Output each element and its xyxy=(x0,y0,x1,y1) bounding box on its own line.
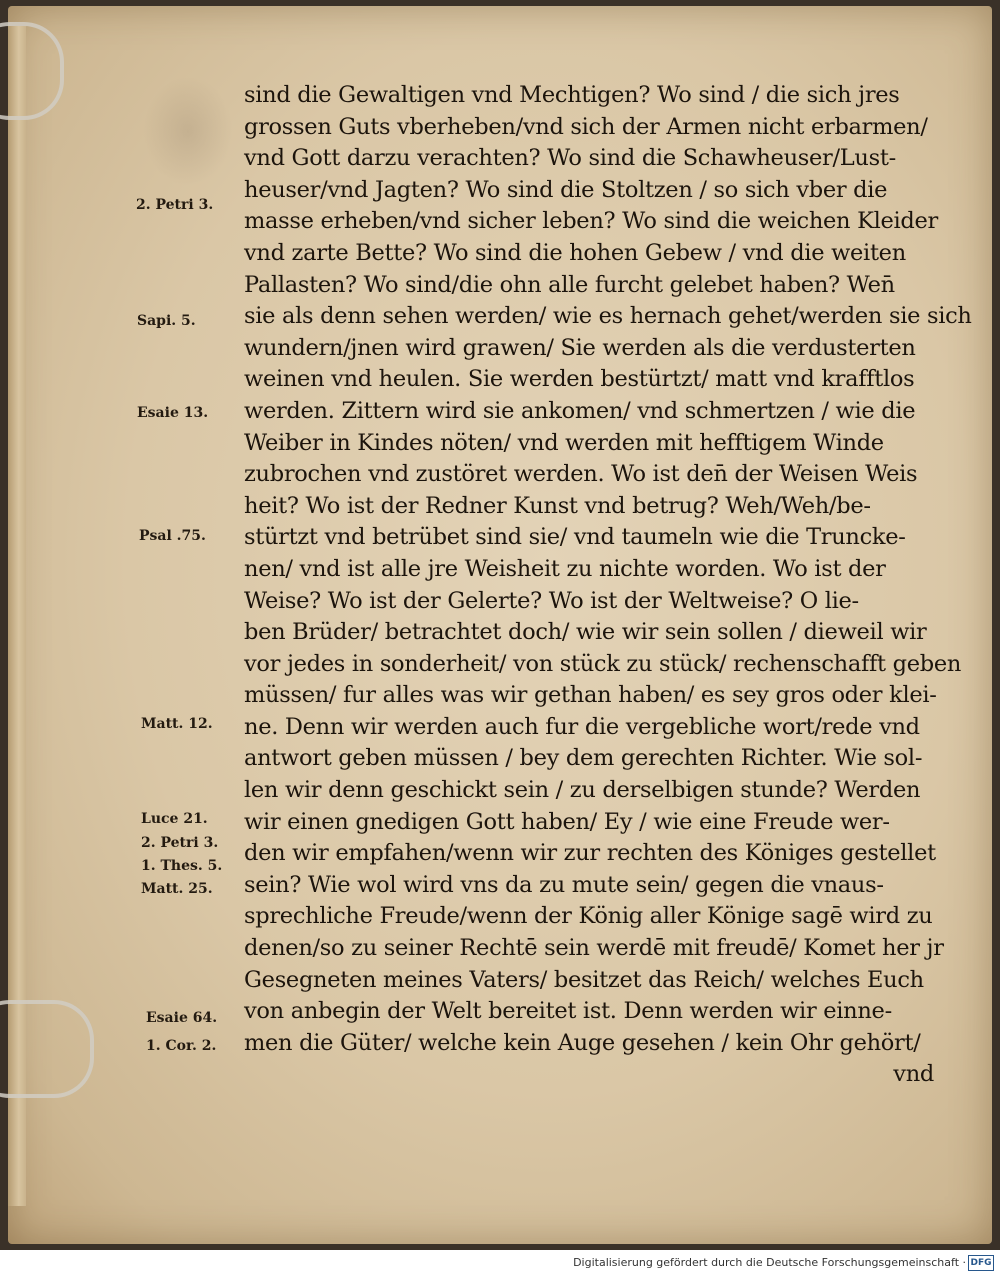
text-line: Pallasten? Wo sind/die ohn alle furcht gelebet haben? Wen̄ xyxy=(244,271,895,298)
text-line: heuser/vnd Jagten? Wo sind die Stoltzen / so sich vber die xyxy=(244,176,888,203)
text-line: ne. Denn wir werden auch fur die vergebliche wort/rede vnd xyxy=(244,713,920,740)
text-line: müssen/ fur alles was wir gethan haben/ es sey gros oder klei- xyxy=(244,682,937,709)
text-line: Gesegneten meines Vaters/ besitzet das Reich/ welches Euch xyxy=(244,966,924,993)
dfg-credit-text: Digitalisierung gefördert durch die Deutsche Forschungsgemeinschaft · xyxy=(573,1256,966,1269)
text-line: stürtzt vnd betrübet sind sie/ vnd taumeln wie die Truncke- xyxy=(244,524,906,551)
dfg-logo-icon: DFG xyxy=(968,1255,994,1271)
margin-note-petri3: 2. Petri 3. xyxy=(136,197,214,213)
ink-bleed xyxy=(143,76,233,186)
text-line: ben Brüder/ betrachtet doch/ wie wir sein sollen / dieweil wir xyxy=(244,619,927,646)
margin-note-matt12: Matt. 12. xyxy=(141,716,213,732)
text-line: sprechliche Freude/wenn der König aller Könige sagē wird zu xyxy=(244,903,933,930)
text-line: sein? Wie wol wird vns da zu mute sein/ gegen die vnaus- xyxy=(244,871,884,898)
text-line: weinen vnd heulen. Sie werden bestürtzt/ matt vnd krafftlos xyxy=(244,366,915,393)
text-line: men die Güter/ welche kein Auge gesehen / kein Ohr gehört/ xyxy=(244,1029,921,1056)
margin-note-esaie64: Esaie 64. xyxy=(146,1010,218,1026)
text-line: sie als denn sehen werden/ wie es hernach gehet/werden sie sich xyxy=(244,303,972,330)
text-line: vor jedes in sonderheit/ von stück zu stück/ rechenschafft geben xyxy=(244,650,962,677)
text-line: den wir empfahen/wenn wir zur rechten des Königes gestellet xyxy=(244,840,936,867)
text-line: Weiber in Kindes nöten/ vnd werden mit hefftigem Winde xyxy=(244,429,884,456)
margin-note-petri3b: 2. Petri 3. xyxy=(141,835,219,851)
text-line: heit? Wo ist der Redner Kunst vnd betrug? Weh/Weh/be- xyxy=(244,492,871,519)
main-text-block xyxy=(244,80,972,1091)
margin-note-sapi5: Sapi. 5. xyxy=(137,313,196,329)
text-line: antwort geben müssen / bey dem gerechten Richter. Wie sol- xyxy=(244,745,923,772)
text-line: sind die Gewaltigen vnd Mechtigen? Wo sind / die sich jres xyxy=(244,82,900,108)
text-line: vnd zarte Bette? Wo sind die hohen Gebew / vnd die weiten xyxy=(244,239,906,266)
text-line: werden. Zittern wird sie ankomen/ vnd schmertzen / wie die xyxy=(244,397,916,424)
text-line: Weise? Wo ist der Gelerte? Wo ist der Weltweise? O lie- xyxy=(244,587,859,614)
margin-note-matt25: Matt. 25. xyxy=(141,881,213,897)
margin-note-esaie13: Esaie 13. xyxy=(137,405,209,421)
margin-note-thes5: 1. Thes. 5. xyxy=(141,858,223,874)
text-line: zubrochen vnd zustöret werden. Wo ist den̄ der Weisen Weis xyxy=(244,461,918,488)
text-line: masse erheben/vnd sicher leben? Wo sind die weichen Kleider xyxy=(244,208,938,235)
text-line: grossen Guts vberheben/vnd sich der Armen nicht erbarmen/ xyxy=(244,113,928,140)
margin-note-luce21: Luce 21. xyxy=(141,811,208,827)
text-line: wir einen gnedigen Gott haben/ Ey / wie eine Freude wer- xyxy=(244,808,890,835)
text-line: vnd xyxy=(893,1061,934,1088)
text-line: nen/ vnd ist alle jre Weisheit zu nichte worden. Wo ist der xyxy=(244,555,886,582)
page-clip-top xyxy=(0,22,64,120)
text-line: len wir denn geschickt sein / zu derselbigen stunde? Werden xyxy=(244,777,921,804)
text-line: vnd Gott darzu verachten? Wo sind die Schawheuser/Lust- xyxy=(244,145,896,172)
margin-note-psal75: Psal .75. xyxy=(139,528,206,544)
margin-note-cor2: 1. Cor. 2. xyxy=(146,1038,217,1054)
page-clip-bottom xyxy=(0,1000,94,1098)
text-line: von anbegin der Welt bereitet ist. Denn werden wir einne- xyxy=(244,998,892,1025)
text-line: wundern/jnen wird grawen/ Sie werden als die verdusterten xyxy=(244,334,916,361)
text-line: denen/so zu seiner Rechtē sein werdē mit freudē/ Komet her jr xyxy=(244,935,944,962)
